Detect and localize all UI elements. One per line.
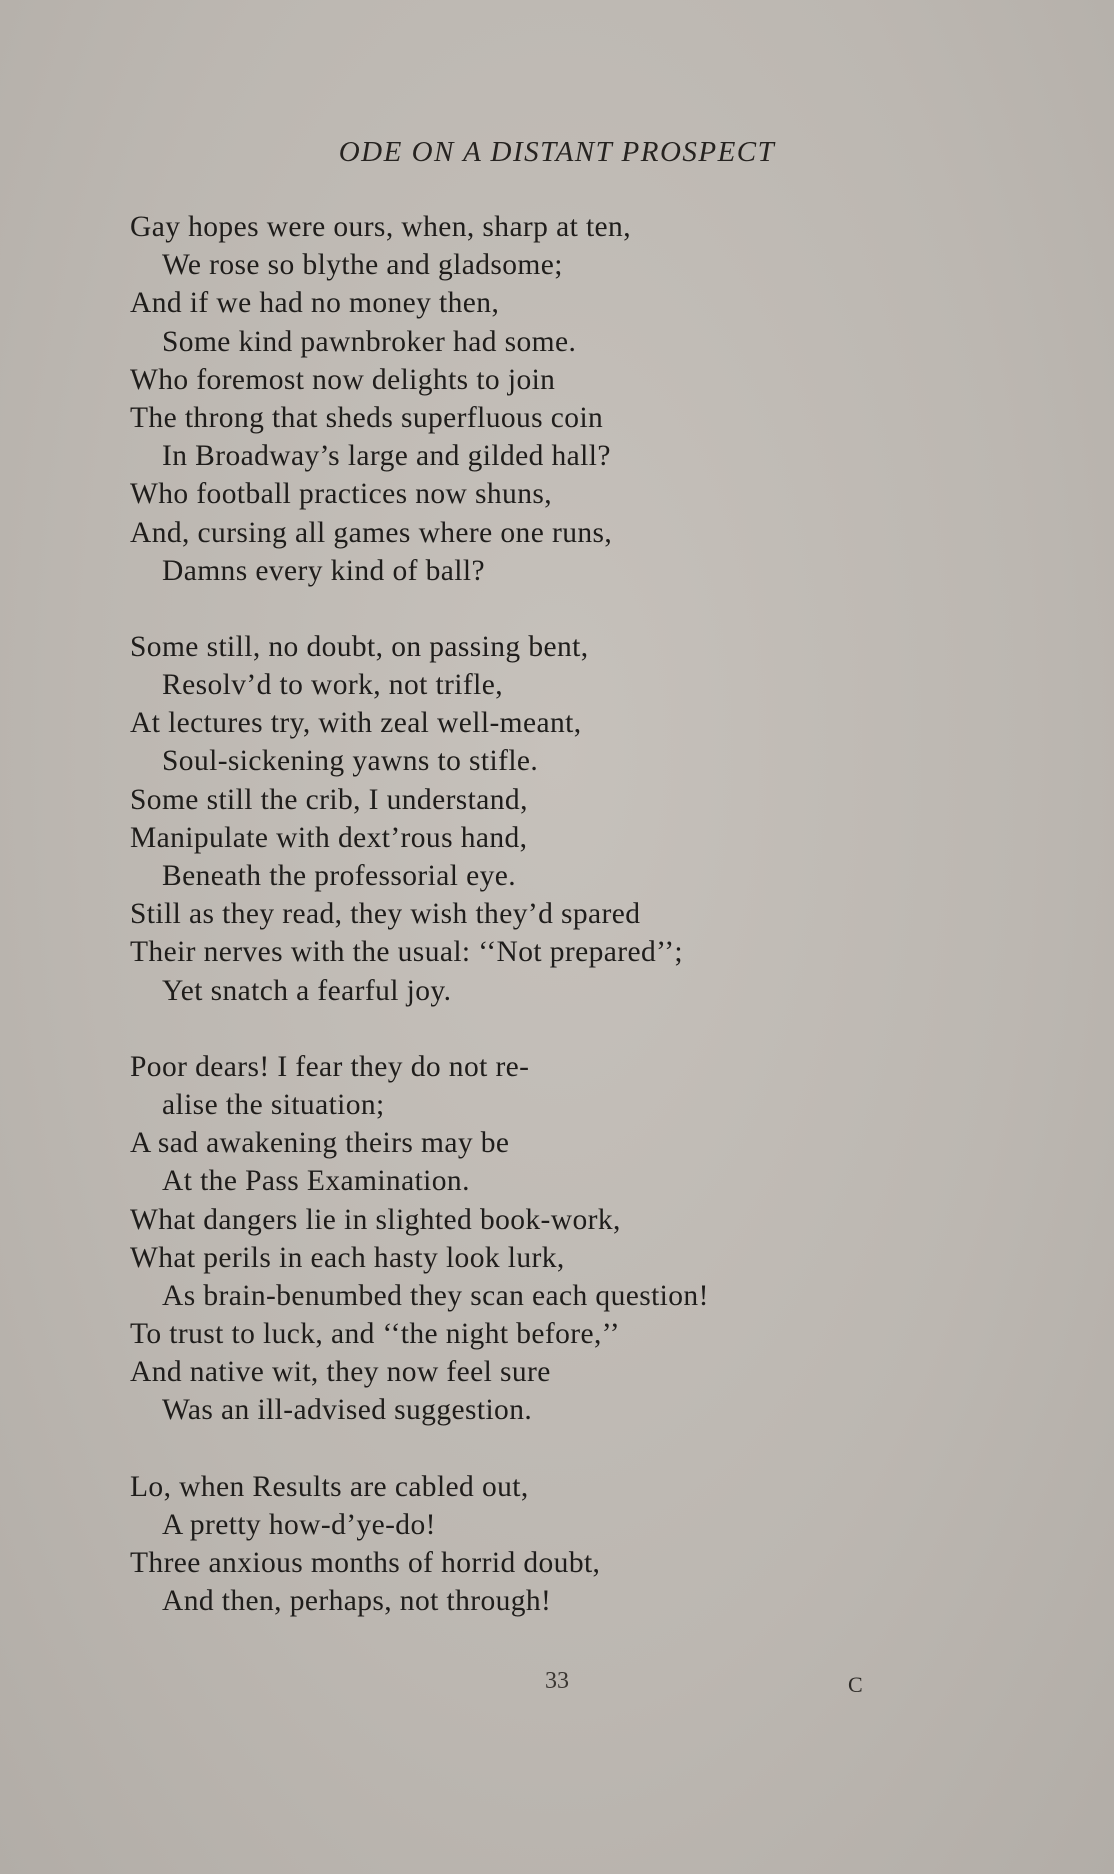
- poem-line: At lectures try, with zeal well-meant,: [130, 707, 582, 740]
- poem-line: Who foremost now delights to join: [130, 363, 556, 396]
- stanza: [130, 1468, 1030, 1621]
- poem-line: Manipulate with dext’rous hand,: [130, 821, 528, 854]
- poem-line: Lo, when Results are cabled out,: [130, 1470, 529, 1503]
- poem-line: What dangers lie in slighted book-work,: [130, 1203, 621, 1236]
- poem-line: A sad awakening theirs may be: [130, 1127, 510, 1160]
- running-title: ODE ON A DISTANT PROSPECT: [338, 136, 776, 168]
- signature-mark: C: [848, 1672, 863, 1697]
- poem-line: A pretty how-d’ye-do!: [162, 1508, 436, 1541]
- poem-line: Some still the crib, I understand,: [130, 783, 528, 816]
- stanza: [130, 208, 1030, 590]
- poem-line: Three anxious months of horrid doubt,: [130, 1547, 601, 1579]
- page-number: 33: [545, 1668, 569, 1694]
- poem-line: And native wit, they now feel sure: [130, 1356, 551, 1389]
- poem-line: Still as they read, they wish they’d spared: [130, 898, 641, 931]
- poem-line: In Broadway’s large and gilded hall?: [162, 440, 611, 473]
- poem-line: The throng that sheds superfluous coin: [130, 401, 604, 434]
- poem-line: And then, perhaps, not through!: [162, 1585, 552, 1618]
- stanza: [130, 1048, 1030, 1430]
- poem-line: What perils in each hasty look lurk,: [130, 1241, 565, 1274]
- poem-line: We rose so blythe and gladsome;: [162, 249, 563, 282]
- poem-line: As brain-benumbed they scan each question!: [162, 1279, 709, 1312]
- poem-line: Some kind pawnbroker had some.: [162, 325, 577, 358]
- poem-line: Damns every kind of ball?: [162, 554, 485, 587]
- poem-line: To trust to luck, and ‘‘the night before,’’: [130, 1318, 620, 1351]
- poem-line: And if we had no money then,: [130, 287, 500, 320]
- poem-line: Resolv’d to work, not trifle,: [162, 669, 503, 702]
- poem-line: Some still, no doubt, on passing bent,: [130, 630, 589, 663]
- poem-line: Yet snatch a fearful joy.: [162, 974, 452, 1007]
- poem-body: [130, 208, 1030, 1658]
- poem-line: Their nerves with the usual: ‘‘Not prepared’’;: [130, 936, 684, 969]
- poem-line: alise the situation;: [162, 1088, 385, 1121]
- poem-line: Gay hopes were ours, when, sharp at ten,: [130, 211, 631, 243]
- stanza: [130, 628, 1030, 1010]
- poem-line: Who football practices now shuns,: [130, 478, 553, 511]
- poem-line: At the Pass Examination.: [162, 1165, 470, 1198]
- poem-line: Beneath the professorial eye.: [162, 860, 516, 892]
- poem-line: Soul-sickening yawns to stifle.: [162, 745, 539, 778]
- poem-line: Poor dears! I fear they do not re-: [130, 1050, 530, 1083]
- poem-line: Was an ill-advised suggestion.: [162, 1394, 533, 1427]
- poem-line: And, cursing all games where one runs,: [130, 516, 613, 549]
